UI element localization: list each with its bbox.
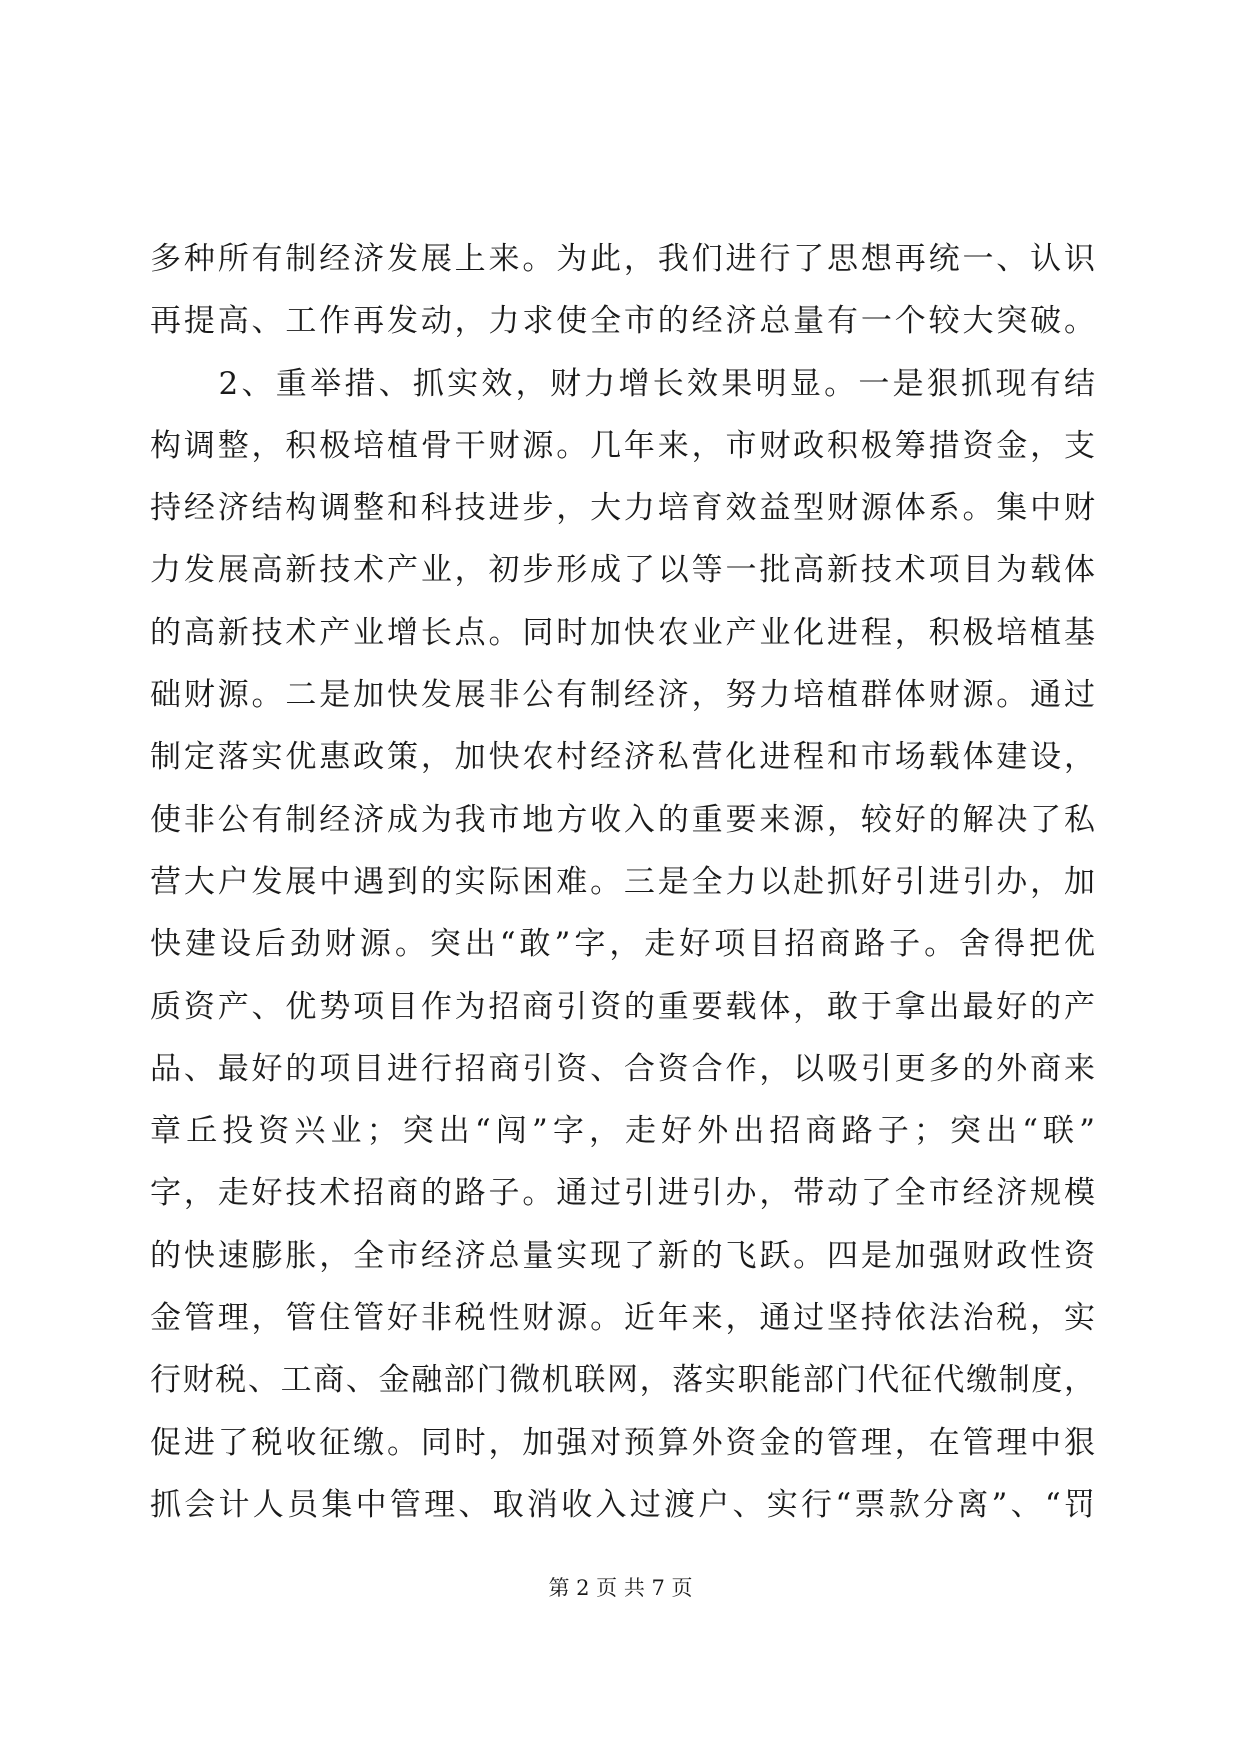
text-line: 力发展高新技术产业，初步形成了以等一批高新技术项目为载体 <box>150 552 1095 589</box>
text-line: 持经济结构调整和科技进步，大力培育效益型财源体系。集中财 <box>150 490 1095 527</box>
text-line: 字，走好技术招商的路子。通过引进引办，带动了全市经济规模 <box>150 1175 1095 1212</box>
text-line: 金管理，管住管好非税性财源。近年来，通过坚持依法治税，实 <box>150 1300 1095 1337</box>
text-line: 构调整，积极培植骨干财源。几年来，市财政积极筹措资金，支 <box>150 427 1095 464</box>
text-line: 行财税、工商、金融部门微机联网，落实职能部门代征代缴制度， <box>150 1362 1095 1399</box>
text-line: 章丘投资兴业；突出“闯”字，走好外出招商路子；突出“联” <box>150 1113 1095 1150</box>
body-text <box>150 228 1095 1536</box>
text-line: 多种所有制经济发展上来。为此，我们进行了思想再统一、认识 <box>150 241 1095 277</box>
text-line: 快建设后劲财源。突出“敢”字，走好项目招商路子。舍得把优 <box>150 926 1095 963</box>
text-line: 抓会计人员集中管理、取消收入过渡户、实行“票款分离”、“罚 <box>150 1486 1095 1523</box>
text-line: 2、重举措、抓实效，财力增长效果明显。一是狠抓现有结 <box>150 365 1095 402</box>
text-line: 质资产、优势项目作为招商引资的重要载体，敢于拿出最好的产 <box>150 988 1095 1025</box>
text-line: 制定落实优惠政策，加快农村经济私营化进程和市场载体建设， <box>150 739 1095 776</box>
text-line: 的高新技术产业增长点。同时加快农业产业化进程，积极培植基 <box>150 614 1095 651</box>
text-line: 再提高、工作再发动，力求使全市的经济总量有一个较大突破。 <box>150 303 1095 340</box>
text-line: 础财源。二是加快发展非公有制经济，努力培植群体财源。通过 <box>150 677 1095 714</box>
text-line: 的快速膨胀，全市经济总量实现了新的飞跃。四是加强财政性资 <box>150 1237 1095 1274</box>
page-footer: 第 2 页 共 7 页 <box>548 1576 693 1600</box>
text-line: 促进了税收征缴。同时，加强对预算外资金的管理，在管理中狠 <box>150 1424 1095 1461</box>
text-line: 营大户发展中遇到的实际困难。三是全力以赴抓好引进引办，加 <box>150 863 1095 900</box>
text-line: 使非公有制经济成为我市地方收入的重要来源，较好的解决了私 <box>150 801 1095 838</box>
text-line: 品、最好的项目进行招商引资、合资合作，以吸引更多的外商来 <box>150 1050 1095 1087</box>
